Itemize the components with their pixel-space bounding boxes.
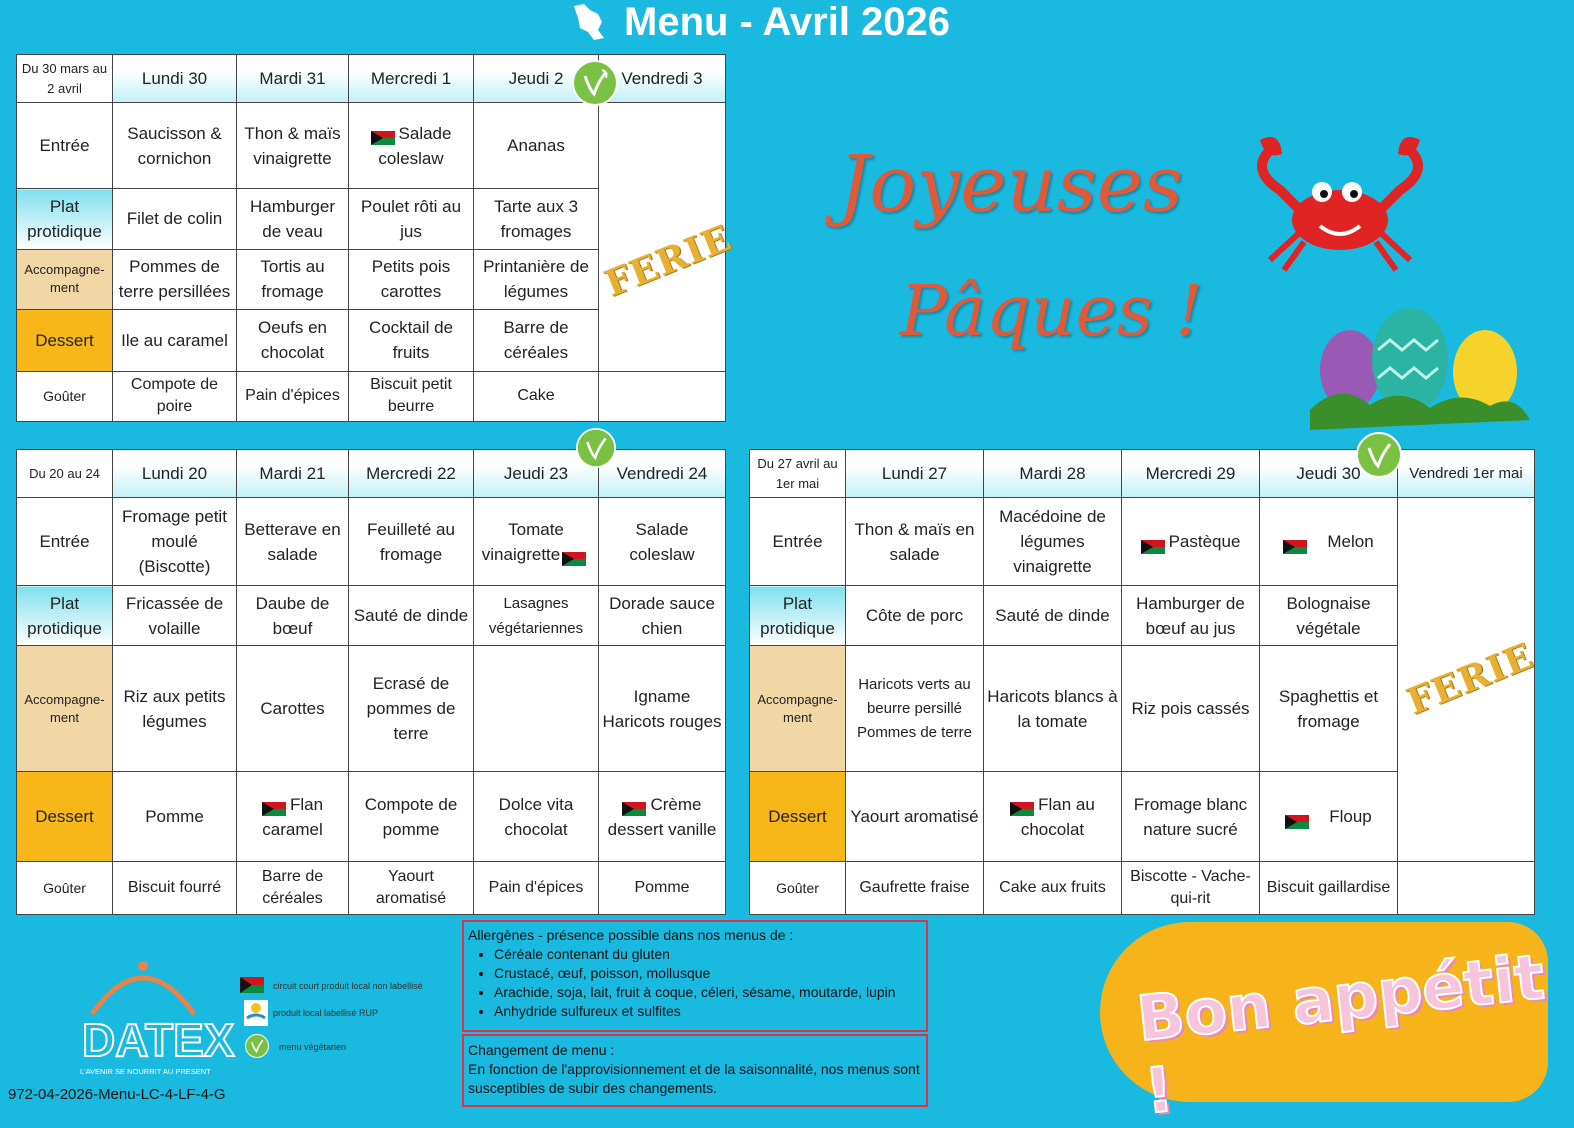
menu-cell: Salade coleslaw: [349, 103, 474, 189]
easter-line-1: Joyeuses: [838, 140, 1183, 230]
bon-appetit-text: Bon appétit !: [1133, 940, 1548, 1128]
menu-cell: Spaghettis et fromage: [1260, 646, 1398, 772]
day-header: Mardi 21: [237, 450, 349, 498]
logo-tagline: L'AVENIR SE NOURRIT AU PRESENT: [80, 1067, 211, 1076]
row-label-accompagnement: Accompagne-ment: [17, 249, 113, 309]
day-header: Mercredi 22: [349, 450, 474, 498]
menu-cell: Floup: [1260, 772, 1398, 862]
local-flag-icon: [371, 127, 395, 141]
menu-cell: Tortis au fromage: [237, 249, 349, 309]
day-header: Vendredi 3: [599, 55, 726, 103]
vegetarian-badge-icon: [576, 428, 616, 468]
legend-veg: menu végétarien: [279, 1042, 347, 1052]
menu-cell: [474, 646, 599, 772]
row-label-plat: Plat protidique: [17, 189, 113, 249]
row-label-gouter: Goûter: [750, 862, 846, 915]
menu-cell: Daube de bœuf: [237, 586, 349, 646]
crab-icon: [1240, 130, 1440, 280]
week-range: Du 27 avril au 1er mai: [750, 450, 846, 498]
vegetarian-badge-icon: [1356, 432, 1402, 478]
local-flag-icon: [262, 798, 286, 812]
vegetarian-legend-icon: [245, 1034, 269, 1058]
menu-cell: Lasagnes végétariennes: [474, 586, 599, 646]
logo-name: DATEX: [82, 1014, 235, 1066]
menu-cell: Dolce vita chocolat: [474, 772, 599, 862]
menu-cell: Carottes: [237, 646, 349, 772]
day-header: Mardi 31: [237, 55, 349, 103]
menu-cell: Saucisson & cornichon: [113, 103, 237, 189]
menu-cell: Sauté de dinde: [984, 586, 1122, 646]
ferie-label: FERIE: [598, 216, 738, 306]
menu-cell: Ecrasé de pommes de terre: [349, 646, 474, 772]
allergens-title: Allergènes - présence possible dans nos menus de :: [468, 927, 794, 943]
menu-cell: Thon & maïs en salade: [846, 498, 984, 586]
menu-cell: Bolognaise végétale: [1260, 586, 1398, 646]
local-flag-icon: [622, 798, 646, 812]
menu-cell: Biscotte - Vache-qui-rit: [1122, 862, 1260, 915]
change-text: En fonction de l'approvisionnement et de la saisonnalité, nos menus sont susceptibles de subir des changements.: [468, 1061, 920, 1096]
menu-cell: Côte de porc: [846, 586, 984, 646]
menu-cell: Macédoine de légumes vinaigrette: [984, 498, 1122, 586]
menu-cell: Haricots verts au beurre persillé Pommes de terre: [846, 646, 984, 772]
rup-label-icon: [244, 1000, 268, 1026]
menu-cell: Barre de céréales: [237, 862, 349, 915]
row-label-entree: Entrée: [17, 103, 113, 189]
menu-cell: Ile au caramel: [113, 309, 237, 371]
day-header: Mardi 28: [984, 450, 1122, 498]
menu-cell: Fromage blanc nature sucré: [1122, 772, 1260, 862]
row-label-plat: Plat protidique: [17, 586, 113, 646]
menu-cell: Thon & maïs vinaigrette: [237, 103, 349, 189]
datex-logo-icon: [78, 952, 235, 1080]
change-title: Changement de menu :: [468, 1042, 615, 1058]
menu-cell: Fromage petit moulé (Biscotte): [113, 498, 237, 586]
week2-table: [16, 449, 726, 915]
menu-cell: Compote de pomme: [349, 772, 474, 862]
menu-cell: Poulet rôti au jus: [349, 189, 474, 249]
local-flag-icon: [1010, 798, 1034, 812]
menu-cell: Barre de céréales: [474, 309, 599, 371]
menu-cell: Hamburger de veau: [237, 189, 349, 249]
day-header: Lundi 20: [113, 450, 237, 498]
menu-cell: Ananas: [474, 103, 599, 189]
row-label-dessert: Dessert: [17, 309, 113, 371]
day-header: Lundi 27: [846, 450, 984, 498]
page-title-block: [568, 0, 1008, 44]
menu-cell: Riz aux petits légumes: [113, 646, 237, 772]
menu-cell: Pommes de terre persillées: [113, 249, 237, 309]
local-flag-icon: [562, 548, 586, 562]
menu-cell: Pain d'épices: [474, 862, 599, 915]
week-range: Du 20 au 24: [17, 450, 113, 498]
easter-line-2: Pâques !: [900, 270, 1204, 352]
document-code: 972-04-2026-Menu-LC-4-LF-4-G: [8, 1086, 226, 1103]
menu-cell: Tarte aux 3 fromages: [474, 189, 599, 249]
row-label-dessert: Dessert: [17, 772, 113, 862]
menu-cell: Printanière de légumes: [474, 249, 599, 309]
week-range: Du 30 mars au 2 avril: [17, 55, 113, 103]
easter-eggs-icon: [1310, 300, 1530, 430]
row-label-accompagnement: Accompagne-ment: [17, 646, 113, 772]
menu-cell: Sauté de dinde: [349, 586, 474, 646]
page-title: Menu - Avril 2026: [624, 0, 951, 44]
menu-cell-empty: [599, 371, 726, 421]
day-header: Jeudi 2: [474, 55, 599, 103]
legend-rup: produit local labellisé RUP: [273, 1008, 379, 1018]
allergen-item: • Arachide, soja, lait, fruit à coque, céleri, sésame, moutarde, lupin: [494, 983, 922, 1002]
allergens-box: [462, 920, 928, 1032]
menu-cell: Oeufs en chocolat: [237, 309, 349, 371]
row-label-plat: Plat protidique: [750, 586, 846, 646]
local-flag-icon: [1285, 811, 1309, 825]
menu-cell: Yaourt aromatisé: [846, 772, 984, 862]
menu-cell: Cocktail de fruits: [349, 309, 474, 371]
day-header: Mercredi 1: [349, 55, 474, 103]
menu-cell: Salade coleslaw: [599, 498, 726, 586]
menu-cell: Filet de colin: [113, 189, 237, 249]
menu-cell: Pastèque: [1122, 498, 1260, 586]
day-header: Mercredi 29: [1122, 450, 1260, 498]
menu-cell: Petits pois carottes: [349, 249, 474, 309]
menu-cell: Tomate vinaigrette: [474, 498, 599, 586]
menu-cell: Biscuit petit beurre: [349, 371, 474, 421]
allergens-list: [468, 945, 922, 1021]
local-flag-icon: [240, 977, 264, 993]
menu-cell: Cake aux fruits: [984, 862, 1122, 915]
menu-cell: Compote de poire: [113, 371, 237, 421]
menu-cell: Riz pois cassés: [1122, 646, 1260, 772]
day-header: Jeudi 23: [474, 450, 599, 498]
local-flag-icon: [1141, 536, 1165, 550]
day-header: Vendredi 24: [599, 450, 726, 498]
row-label-dessert: Dessert: [750, 772, 846, 862]
local-flag-icon: [1283, 536, 1307, 550]
menu-cell: Pomme: [599, 862, 726, 915]
row-label-entree: Entrée: [750, 498, 846, 586]
menu-cell: Pomme: [113, 772, 237, 862]
menu-cell: Biscuit gaillardise: [1260, 862, 1398, 915]
row-label-gouter: Goûter: [17, 862, 113, 915]
menu-cell-empty: [1398, 862, 1535, 915]
vegetarian-badge-icon: [572, 60, 618, 106]
menu-cell: Yaourt aromatisé: [349, 862, 474, 915]
menu-cell: Feuilleté au fromage: [349, 498, 474, 586]
menu-cell: Crème dessert vanille: [599, 772, 726, 862]
ferie-label: FERIE: [1400, 634, 1540, 724]
day-header: Vendredi 1er mai: [1398, 450, 1535, 498]
week1-table: [16, 54, 726, 422]
menu-cell: Melon: [1260, 498, 1398, 586]
allergen-item: • Anhydride sulfureux et sulfites: [494, 1002, 922, 1021]
row-label-entree: Entrée: [17, 498, 113, 586]
day-header: Jeudi 30: [1260, 450, 1398, 498]
row-label-accompagnement: Accompagne-ment: [750, 646, 846, 772]
menu-cell: Dorade sauce chien: [599, 586, 726, 646]
allergen-item: • Céréale contenant du gluten: [494, 945, 922, 964]
menu-cell: Cake: [474, 371, 599, 421]
menu-cell: Igname Haricots rouges: [599, 646, 726, 772]
allergen-item: • Crustacé, œuf, poisson, mollusque: [494, 964, 922, 983]
menu-cell: Hamburger de bœuf au jus: [1122, 586, 1260, 646]
menu-cell: Haricots blancs à la tomate: [984, 646, 1122, 772]
menu-cell: Flan au chocolat: [984, 772, 1122, 862]
legend-local: circuit court produit local non labellisé: [273, 981, 423, 991]
menu-cell: Gaufrette fraise: [846, 862, 984, 915]
menu-change-box: [462, 1034, 928, 1107]
day-header: Lundi 30: [113, 55, 237, 103]
menu-cell: Flan caramel: [237, 772, 349, 862]
martinique-island-icon: [568, 2, 612, 42]
menu-cell: Fricassée de volaille: [113, 586, 237, 646]
menu-cell: Biscuit fourré: [113, 862, 237, 915]
menu-cell: Pain d'épices: [237, 371, 349, 421]
menu-cell: Betterave en salade: [237, 498, 349, 586]
row-label-gouter: Goûter: [17, 371, 113, 421]
